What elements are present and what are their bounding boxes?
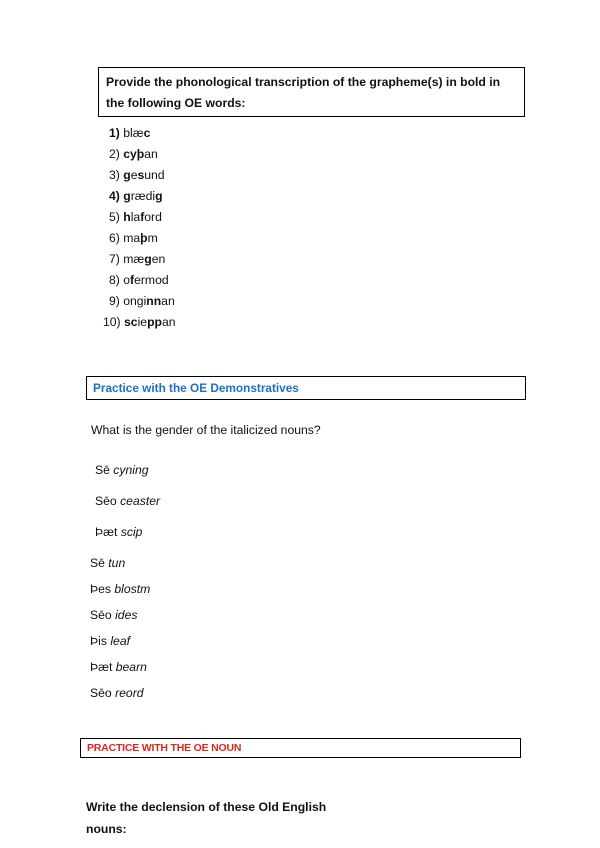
demonstrative-word: Þis bbox=[90, 634, 111, 648]
word-fragment: an bbox=[144, 147, 158, 161]
bold-grapheme: þ bbox=[136, 147, 145, 161]
word-fragment: blæ bbox=[123, 126, 144, 140]
declension-instruction: Write the declension of these Old English nouns: bbox=[86, 800, 327, 836]
demonstrative-word: Sē bbox=[95, 463, 114, 477]
bold-grapheme: g bbox=[144, 252, 152, 266]
bold-grapheme: g bbox=[123, 168, 131, 182]
demonstrative-item bbox=[95, 463, 149, 477]
italic-noun: bearn bbox=[115, 660, 147, 674]
word-fragment: und bbox=[144, 168, 165, 182]
word-fragment: m bbox=[147, 231, 158, 245]
oe-word-item bbox=[103, 315, 176, 329]
word-fragment: o bbox=[123, 273, 131, 287]
oe-word-item bbox=[109, 210, 162, 224]
word-fragment: e bbox=[130, 168, 138, 182]
demonstrative-word: Sēo bbox=[95, 494, 121, 508]
demonstrative-item bbox=[90, 582, 150, 596]
word-number: 1) bbox=[109, 126, 124, 140]
italic-noun: blostm bbox=[114, 582, 151, 596]
bold-grapheme: þ bbox=[140, 231, 148, 245]
bold-grapheme: h bbox=[123, 210, 131, 224]
bold-grapheme: pp bbox=[147, 315, 162, 329]
demonstrative-item bbox=[90, 608, 137, 622]
demonstrative-word: Sēo bbox=[90, 686, 116, 700]
word-fragment: mæ bbox=[123, 252, 145, 266]
italic-noun: scip bbox=[120, 525, 143, 539]
demonstrative-item bbox=[90, 634, 130, 648]
bold-grapheme: g bbox=[155, 189, 163, 203]
word-fragment: en bbox=[151, 252, 166, 266]
oe-word-item bbox=[109, 126, 150, 140]
word-number: 7) bbox=[109, 252, 124, 266]
word-fragment: ongi bbox=[123, 294, 147, 308]
oe-word-item bbox=[109, 189, 163, 203]
word-fragment: an bbox=[161, 315, 176, 329]
bold-grapheme: f bbox=[130, 273, 135, 287]
demonstrative-word: Þes bbox=[90, 582, 115, 596]
demonstrative-item bbox=[90, 556, 125, 570]
word-fragment: ie bbox=[137, 315, 148, 329]
word-number: 8) bbox=[109, 273, 124, 287]
oe-word-item bbox=[109, 231, 158, 245]
word-fragment: ermod bbox=[134, 273, 169, 287]
word-fragment: an bbox=[161, 294, 175, 308]
word-fragment: ma bbox=[123, 231, 141, 245]
oe-word-item bbox=[109, 252, 165, 266]
demonstrative-item bbox=[90, 660, 147, 674]
word-number: 9) bbox=[109, 294, 124, 308]
italic-noun: tun bbox=[108, 556, 126, 570]
phonology-instruction: Provide the phonological transcription of the grapheme(s) in bold in the following OE words: bbox=[106, 75, 501, 110]
word-number: 10) bbox=[103, 315, 125, 329]
gender-question: What is the gender of the italicized nouns? bbox=[91, 423, 321, 437]
bold-grapheme: s bbox=[137, 168, 145, 182]
italic-noun: leaf bbox=[110, 634, 130, 648]
demonstrative-word: Sē bbox=[90, 556, 109, 570]
word-number: 2) bbox=[109, 147, 124, 161]
oe-word-item bbox=[109, 168, 165, 182]
italic-noun: ides bbox=[115, 608, 138, 622]
demonstrative-word: Þæt bbox=[90, 660, 116, 674]
demonstratives-header-box bbox=[86, 376, 526, 400]
bold-grapheme: c bbox=[143, 126, 151, 140]
bold-grapheme: cy bbox=[123, 147, 137, 161]
bold-grapheme: f bbox=[140, 210, 145, 224]
word-fragment: ræd bbox=[130, 189, 153, 203]
word-fragment: ord bbox=[144, 210, 162, 224]
word-fragment: i bbox=[152, 189, 156, 203]
demonstrative-item bbox=[95, 494, 160, 508]
noun-practice-header-box bbox=[80, 738, 521, 758]
bold-grapheme: g bbox=[123, 189, 131, 203]
word-number: 5) bbox=[109, 210, 124, 224]
oe-word-item bbox=[109, 147, 158, 161]
demonstrative-item bbox=[95, 525, 142, 539]
demonstrative-item bbox=[90, 686, 144, 700]
bold-grapheme: sc bbox=[124, 315, 138, 329]
demonstrative-word: Þæt bbox=[95, 525, 121, 539]
oe-word-item bbox=[109, 273, 169, 287]
word-fragment: la bbox=[130, 210, 141, 224]
bold-grapheme: nn bbox=[146, 294, 162, 308]
word-number: 4) bbox=[109, 189, 124, 203]
italic-noun: cyning bbox=[113, 463, 149, 477]
italic-noun: reord bbox=[115, 686, 144, 700]
demonstrative-word: Sēo bbox=[90, 608, 116, 622]
phonology-instruction-box bbox=[98, 67, 525, 117]
oe-word-item bbox=[109, 294, 175, 308]
noun-practice-title: PRACTICE WITH THE OE NOUN bbox=[87, 742, 242, 754]
word-number: 6) bbox=[109, 231, 124, 245]
word-number: 3) bbox=[109, 168, 124, 182]
italic-noun: ceaster bbox=[120, 494, 161, 508]
demonstratives-title: Practice with the OE Demonstratives bbox=[93, 381, 299, 395]
